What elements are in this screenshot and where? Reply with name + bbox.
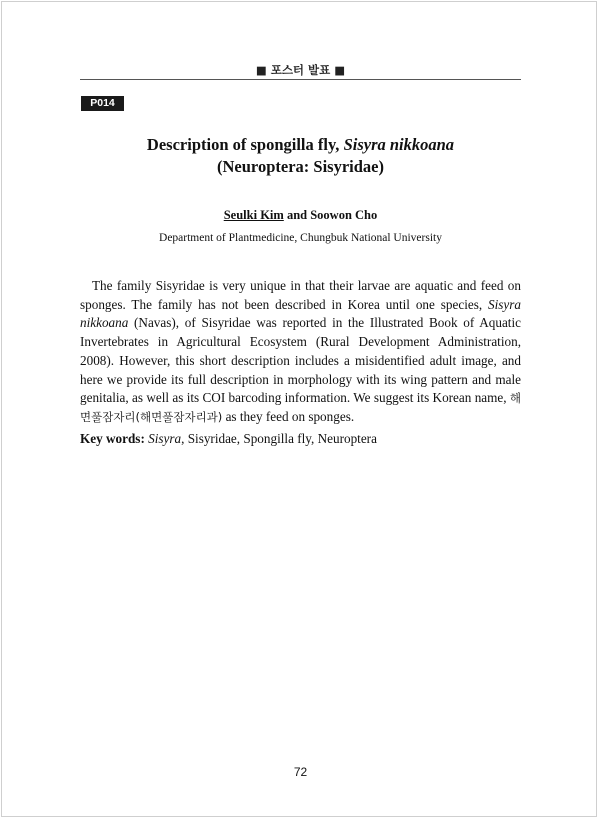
keywords (80, 430, 521, 448)
abstract-species: Sisyra nikkoana (80, 296, 521, 331)
abstract-part-1: The family Sisyridae is very unique in that their larvae are aquatic and feed on sponges. The family has not been described in Korea until one species, (80, 278, 521, 312)
header-divider (80, 79, 521, 80)
presenting-author: Seulki Kim (223, 208, 284, 222)
poster-code-badge: P014 (81, 96, 124, 111)
keyword-genus: Sisyra (148, 431, 182, 446)
korean-name: 해면풀잠자리(해면풀잠자리과) (80, 391, 521, 424)
title-line-2: (Neuroptera: Sisyridae) (217, 157, 384, 176)
affiliation: Department of Plantmedicine, Chungbuk National University (159, 232, 442, 244)
paper-title (80, 134, 521, 178)
author-list (80, 208, 521, 223)
keywords-label: Key words: (80, 431, 145, 446)
abstract-part-2: (Navas), of Sisyridae was reported in the Illustrated Book of Aquatic Invertebrates in Agricultural Ecosystem (Rural Development Administration, 2008). However, this short description includes a misidentified adult image, and here we provide its full description in morphology with its wing pattern and male genitalia, as well as its COI barcoding information. We suggest its Korean name, (80, 315, 521, 406)
abstract-body (80, 277, 521, 427)
title-prefix: Description of spongilla fly, (146, 135, 344, 154)
co-author: Soowon Cho (310, 208, 378, 222)
title-species: Sisyra nikkoana (343, 135, 455, 154)
author-joiner: and (283, 208, 311, 222)
page-number: 72 (293, 765, 308, 779)
keywords-rest: , Sisyridae, Spongilla fly, Neuroptera (181, 431, 377, 446)
title-line-1 (80, 134, 521, 156)
abstract-part-3: as they feed on sponges. (222, 408, 355, 424)
section-header: ■ 포스터 발표 ■ (255, 63, 346, 77)
